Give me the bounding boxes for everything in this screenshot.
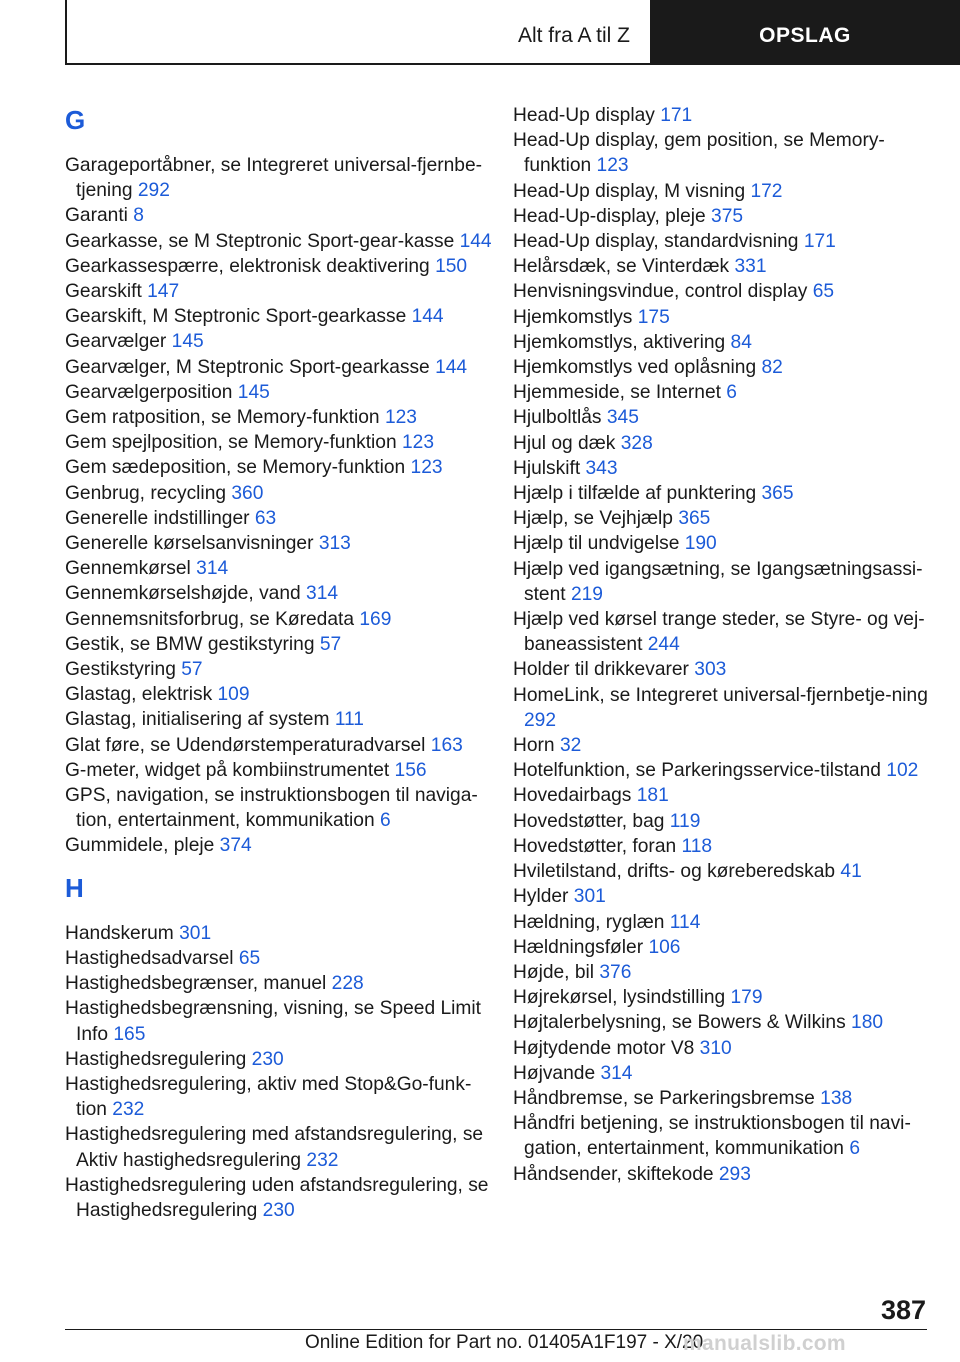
- index-entry-text: Hovedstøtter, foran: [513, 835, 677, 857]
- page-link[interactable]: 6: [726, 382, 737, 404]
- index-entry: [65, 506, 495, 531]
- page-link[interactable]: 145: [171, 331, 204, 353]
- section-tab: OPSLAG: [650, 0, 960, 65]
- index-entry-text: Gearskift: [65, 281, 142, 303]
- page-link[interactable]: 114: [669, 911, 701, 933]
- index-entry: [513, 859, 933, 884]
- index-entry: [513, 380, 933, 405]
- index-entry-text: Head-Up display, standardvisning: [513, 231, 799, 253]
- index-entry-text: Højtalerbelysning, se Bowers & Wilkins: [513, 1012, 846, 1034]
- index-entry: [513, 733, 933, 758]
- page-link[interactable]: 310: [699, 1037, 732, 1059]
- page-link[interactable]: 190: [684, 533, 717, 555]
- index-entry: [65, 355, 495, 380]
- index-entry: [513, 935, 933, 960]
- page-link[interactable]: 111: [334, 709, 364, 731]
- page-link[interactable]: 165: [113, 1023, 146, 1045]
- page-link[interactable]: 156: [394, 759, 427, 781]
- page-link[interactable]: 172: [750, 180, 783, 202]
- index-entry-text: Hastighedsbegrænsning, visning, se Speed Limit Info: [65, 998, 481, 1045]
- page-link[interactable]: 171: [803, 231, 836, 253]
- index-entry-text: Hviletilstand, drifts- og køreberedskab: [513, 861, 836, 883]
- index-entry: [65, 1173, 495, 1223]
- index-entry-text: Hastighedsadvarsel: [65, 947, 234, 969]
- index-entry: [513, 1086, 933, 1111]
- index-entry-text: Hastighedsregulering: [65, 1048, 247, 1070]
- index-entry-text: Horn: [513, 735, 555, 757]
- index-entry-text: Hastighedsbegrænser, manuel: [65, 973, 327, 995]
- page-link[interactable]: 328: [620, 432, 653, 454]
- index-entry-text: Gem spejlposition, se Memory-funktion: [65, 432, 397, 454]
- index-entry: [65, 971, 495, 996]
- page-link[interactable]: 144: [435, 356, 468, 378]
- page-link[interactable]: 219: [570, 583, 603, 605]
- page-number: 387: [880, 1295, 926, 1325]
- index-entry: [65, 430, 495, 455]
- index-entry: [513, 1036, 933, 1061]
- page-link[interactable]: 57: [319, 633, 342, 655]
- index-entry-text: Hastighedsregulering uden afstandsregulering, se Hastighedsregulering: [65, 1174, 489, 1221]
- index-entry-text: Hovedstøtter, bag: [513, 810, 665, 832]
- page-link[interactable]: 144: [459, 230, 492, 252]
- index-entry: [513, 758, 933, 783]
- page-link[interactable]: 314: [306, 583, 339, 605]
- index-entry-text: Gearvælgerposition: [65, 381, 233, 403]
- index-entry-text: Head-Up display, M visning: [513, 180, 746, 202]
- index-entry: [65, 607, 495, 632]
- watermark: manualslib.com: [683, 1332, 846, 1355]
- page-link[interactable]: 150: [435, 255, 468, 277]
- index-entry-text: Hjulskift: [513, 457, 581, 479]
- page-link[interactable]: 144: [411, 306, 444, 328]
- page-link[interactable]: 106: [648, 936, 681, 958]
- index-entry: [65, 531, 495, 556]
- index-entry: [513, 1111, 933, 1161]
- page-link[interactable]: 41: [840, 861, 862, 883]
- index-entry-text: Gearskift, M Steptronic Sport-gearkasse: [65, 306, 407, 328]
- index-entry: [65, 657, 495, 682]
- index-entry-text: Hjemmeside, se Internet: [513, 382, 721, 404]
- page-link[interactable]: 228: [331, 973, 364, 995]
- index-entry: [513, 531, 933, 556]
- index-entry: [513, 254, 933, 279]
- page-link[interactable]: 365: [761, 483, 794, 505]
- index-entry: [513, 557, 933, 607]
- index-entry: [513, 1162, 933, 1187]
- index-entry-text: Gennemsnitsforbrug, se Køredata: [65, 608, 355, 630]
- index-entry-text: Generelle indstillinger: [65, 507, 250, 529]
- page-link[interactable]: 230: [251, 1048, 284, 1070]
- page-link[interactable]: 301: [573, 886, 606, 908]
- page-link[interactable]: 138: [820, 1087, 853, 1109]
- index-entry-text: Håndfri betjening, se instruktionsbogen til navi-gation, entertainment, kommunikation: [513, 1113, 911, 1160]
- index-entry-text: Garageportåbner, se Integreret universal-fjernbe-tjening: [65, 155, 483, 202]
- index-entry-text: Hjælp til undvigelse: [513, 533, 680, 555]
- page-link[interactable]: 175: [637, 306, 670, 328]
- section-letter: H: [65, 872, 84, 903]
- index-entry: [65, 203, 495, 228]
- index-entry: [513, 985, 933, 1010]
- index-entry: [65, 783, 495, 833]
- index-entry-text: Head-Up display, gem position, se Memory-funktion: [513, 130, 885, 177]
- index-entry: [65, 254, 495, 279]
- index-entry: [513, 809, 933, 834]
- index-entry-text: Henvisningsvindue, control display: [513, 281, 808, 303]
- index-entry: [513, 481, 933, 506]
- index-entry: [513, 128, 933, 178]
- page-link[interactable]: 331: [734, 256, 767, 278]
- index-entry-text: Hældningsføler: [513, 936, 644, 958]
- page-link[interactable]: 232: [306, 1149, 339, 1171]
- index-entry: [65, 380, 495, 405]
- page-link[interactable]: 6: [379, 810, 391, 832]
- page-link[interactable]: 123: [596, 155, 629, 177]
- index-entry: [513, 910, 933, 935]
- index-entry-text: Hotelfunktion, se Parkeringsservice-tilstand: [513, 760, 881, 782]
- page-link[interactable]: 32: [559, 735, 582, 757]
- header-bottom-rule: [65, 63, 650, 65]
- index-entry: [65, 1072, 495, 1122]
- index-entry-text: Gearvælger, M Steptronic Sport-gearkasse: [65, 356, 430, 378]
- index-entry-text: GPS, navigation, se instruktionsbogen til naviga-tion, entertainment, kommunikation: [65, 785, 478, 832]
- index-entry: [65, 229, 495, 254]
- index-entry-text: Gem sædeposition, se Memory-funktion: [65, 457, 406, 479]
- index-entry-text: Højvande: [513, 1062, 596, 1084]
- index-entry: [65, 304, 495, 329]
- page-link[interactable]: 375: [711, 205, 744, 227]
- page-link[interactable]: 84: [730, 331, 752, 353]
- page-link[interactable]: 244: [647, 634, 680, 656]
- page-link[interactable]: 314: [196, 558, 229, 580]
- index-entry-text: Head-Up-display, pleje: [513, 205, 706, 227]
- page-link[interactable]: 118: [681, 835, 713, 857]
- page-link[interactable]: 360: [231, 482, 264, 504]
- page-link[interactable]: 102: [886, 760, 919, 782]
- page-link[interactable]: 145: [237, 381, 270, 403]
- index-entry-text: Hjælp i tilfælde af punktering: [513, 483, 757, 505]
- index-entry-text: Glastag, initialisering af system: [65, 709, 330, 731]
- index-entry-text: Hjemkomstlys: [513, 306, 633, 328]
- index-entry: [65, 833, 495, 858]
- page-link[interactable]: 123: [410, 457, 443, 479]
- index-entry-text: Gennemkørsel: [65, 558, 191, 580]
- index-entry: [65, 733, 495, 758]
- page-link[interactable]: 230: [262, 1199, 295, 1221]
- page-link[interactable]: 163: [430, 734, 463, 756]
- index-entry: [513, 607, 933, 657]
- index-entry-text: Højtydende motor V8: [513, 1037, 695, 1059]
- index-entry-text: Gearkasse, se M Steptronic Sport-gear-kasse: [65, 230, 455, 252]
- index-entry-text: Hovedairbags: [513, 785, 632, 807]
- index-entry-text: Handskerum: [65, 922, 174, 944]
- index-entry-text: Garanti: [65, 205, 128, 227]
- section-letter: G: [65, 105, 86, 135]
- index-entry: [513, 783, 933, 808]
- index-entry-text: Head-Up display: [513, 105, 655, 126]
- index-entry: [65, 921, 495, 946]
- page-link[interactable]: 301: [179, 922, 212, 944]
- index-entry: [65, 455, 495, 480]
- page-link[interactable]: 343: [585, 457, 618, 479]
- index-entry-text: Gummidele, pleje: [65, 835, 215, 857]
- index-entry-text: Gennemkørselshøjde, vand: [65, 583, 301, 605]
- page-link[interactable]: 119: [669, 810, 701, 832]
- index-entry: [65, 1122, 495, 1172]
- index-entry: [513, 330, 933, 355]
- page-link[interactable]: 147: [147, 281, 180, 303]
- page-link[interactable]: 65: [238, 947, 261, 969]
- index-entry: [65, 996, 495, 1046]
- index-entry-text: Helårsdæk, se Vinterdæk: [513, 256, 730, 278]
- index-entry: [65, 632, 495, 657]
- index-entry: [513, 229, 933, 254]
- index-entry-text: Gem ratposition, se Memory-funktion: [65, 407, 380, 429]
- page-link[interactable]: 179: [730, 987, 763, 1009]
- index-entry: [513, 103, 933, 128]
- index-entry-text: Hjul og dæk: [513, 432, 616, 454]
- page-link[interactable]: 123: [402, 432, 435, 454]
- page-link[interactable]: 314: [600, 1062, 633, 1084]
- index-entry: [65, 758, 495, 783]
- index-entry: [513, 884, 933, 909]
- page-link[interactable]: 169: [359, 608, 392, 630]
- index-entry-text: Hjemkomstlys ved oplåsning: [513, 357, 757, 379]
- index-column-left: [65, 103, 495, 1223]
- index-entry: [513, 204, 933, 229]
- index-entry: [513, 960, 933, 985]
- index-entry: [513, 834, 933, 859]
- index-entry-text: Generelle kørselsanvisninger: [65, 533, 314, 555]
- page-link[interactable]: 292: [524, 709, 557, 731]
- page-link[interactable]: 303: [694, 659, 727, 681]
- index-entry-text: Gestikstyring: [65, 659, 176, 681]
- index-entry: [513, 305, 933, 330]
- index-entry: [513, 1010, 933, 1035]
- index-entry: [65, 1047, 495, 1072]
- index-entry-text: Hjemkomstlys, aktivering: [513, 331, 726, 353]
- index-entry: [513, 1061, 933, 1086]
- index-entry: [65, 581, 495, 606]
- page-link[interactable]: 8: [133, 205, 144, 227]
- index-entry: [65, 405, 495, 430]
- page-link[interactable]: 171: [660, 105, 693, 126]
- index-entry-text: Gearvælger: [65, 331, 167, 353]
- page-link[interactable]: 232: [112, 1099, 145, 1121]
- page-link[interactable]: 180: [851, 1012, 884, 1034]
- index-entry: [513, 405, 933, 430]
- page-link[interactable]: 376: [599, 961, 632, 983]
- page-link[interactable]: 345: [606, 407, 639, 429]
- index-entry: [513, 456, 933, 481]
- index-entry-text: Hastighedsregulering, aktiv med Stop&Go-funk-tion: [65, 1073, 472, 1121]
- index-entry: [65, 279, 495, 304]
- index-entry: [513, 683, 933, 733]
- index-entry-text: Hjælp ved igangsætning, se Igangsætningsassi-stent: [513, 558, 923, 605]
- page-link[interactable]: 365: [678, 508, 711, 530]
- index-entry: [513, 657, 933, 682]
- index-entry: [513, 179, 933, 204]
- index-entry-text: Højrekørsel, lysindstilling: [513, 987, 726, 1009]
- header-title: Alt fra A til Z: [517, 24, 630, 47]
- index-entry-text: Glastag, elektrisk: [65, 684, 213, 706]
- page-link[interactable]: 374: [219, 835, 252, 857]
- index-entry: [513, 355, 933, 380]
- index-entry: [65, 481, 495, 506]
- index-entry: [65, 707, 495, 732]
- footer-rule: [65, 1329, 927, 1330]
- index-entry: [65, 556, 495, 581]
- index-entry-text: Hylder: [513, 886, 569, 908]
- index-entry: [513, 431, 933, 456]
- page-link[interactable]: 65: [812, 281, 835, 303]
- page-link[interactable]: 63: [254, 507, 277, 529]
- index-entry: [65, 946, 495, 971]
- index-entry: [65, 329, 495, 354]
- index-entry-text: Glat føre, se Udendørstemperaturadvarsel: [65, 734, 426, 756]
- page-link[interactable]: 82: [761, 357, 783, 379]
- page-link[interactable]: 293: [718, 1163, 751, 1185]
- page-link[interactable]: 109: [217, 684, 250, 706]
- page-link[interactable]: 123: [384, 407, 417, 429]
- index-entry-text: Hjælp, se Vejhjælp: [513, 508, 673, 530]
- page-link[interactable]: 57: [181, 659, 203, 681]
- index-entry-text: G-meter, widget på kombiinstrumentet: [65, 759, 390, 781]
- index-entry-text: Gestik, se BMW gestikstyring: [65, 633, 315, 655]
- index-entry-text: HomeLink, se Integreret universal-fjernbetje-ning: [513, 684, 928, 706]
- page-link[interactable]: 292: [137, 180, 170, 202]
- index-entry-text: Hjælp ved kørsel trange steder, se Styre- og vej-baneassistent: [513, 609, 925, 656]
- index-entry-text: Håndsender, skiftekode: [513, 1163, 714, 1185]
- page-link[interactable]: 181: [636, 785, 669, 807]
- index-column-right: [513, 103, 933, 1187]
- edition-text: Online Edition for Part no. 01405A1F197 - X/20: [305, 1332, 704, 1353]
- index-entry-text: Holder til drikkevarer: [513, 659, 689, 681]
- index-entry-text: Hastighedsregulering med afstandsregulering, se Aktiv hastighedsregulering: [65, 1124, 484, 1171]
- index-entry: [513, 506, 933, 531]
- index-entry: [65, 153, 495, 203]
- index-entry-text: Hældning, ryglæn: [513, 911, 665, 933]
- page-link[interactable]: 313: [318, 533, 351, 555]
- index-entry: [513, 279, 933, 304]
- index-entry-text: Gearkassespærre, elektronisk deaktivering: [65, 255, 430, 277]
- page-link[interactable]: 6: [849, 1138, 860, 1160]
- index-entry-text: Håndbremse, se Parkeringsbremse: [513, 1087, 815, 1109]
- index-entry-text: Højde, bil: [513, 961, 595, 983]
- index-entry-text: Genbrug, recycling: [65, 482, 227, 504]
- header-left-rule: [65, 0, 67, 65]
- index-entry-text: Hjulboltlås: [513, 407, 602, 429]
- index-entry: [65, 682, 495, 707]
